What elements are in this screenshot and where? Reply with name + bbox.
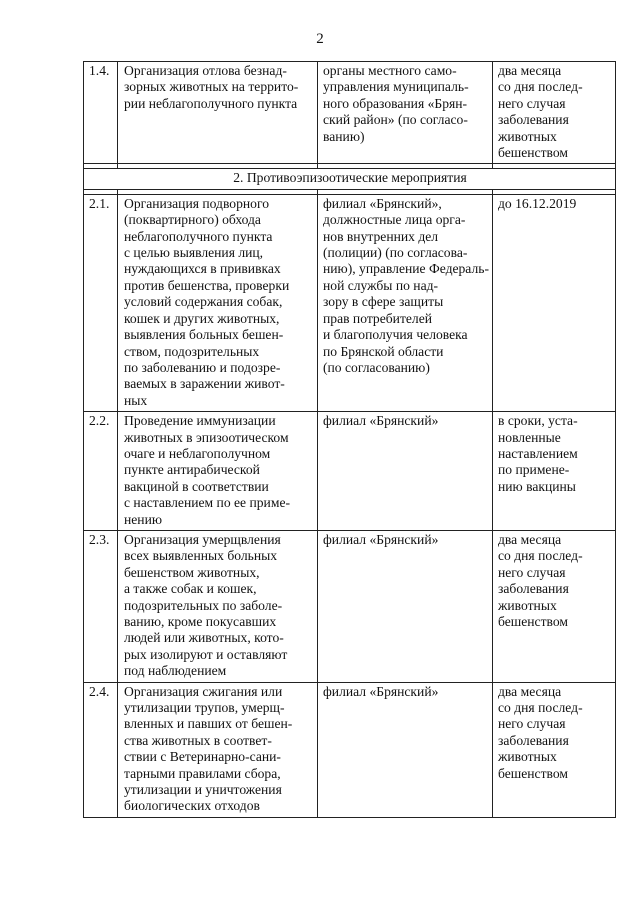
- executor-cell: [318, 682, 493, 817]
- row-number: 2.4.: [84, 682, 118, 817]
- text-line: Организация умерщвления: [124, 531, 281, 547]
- text-line: (по согласованию): [323, 359, 430, 375]
- text-line: со дня послед-: [498, 79, 583, 95]
- text-line: нию), управление Федераль-: [323, 261, 489, 277]
- text-line: до 16.12.2019: [498, 195, 577, 211]
- text-line: вленных и павших от бешен-: [124, 716, 293, 732]
- text-line: два месяца: [498, 531, 562, 547]
- deadline-cell: [493, 194, 616, 411]
- text-line: наставлением: [498, 445, 578, 461]
- section-title: 2. Противоэпизоотические мероприятия: [84, 169, 616, 189]
- text-line: ваемых в заражении живот-: [124, 376, 285, 392]
- text-line: а также собак и кошек,: [124, 581, 257, 597]
- text-line: со дня послед-: [498, 548, 583, 564]
- text-line: рых изолируют и оставляют: [124, 646, 288, 662]
- text-line: бешенством: [498, 145, 568, 161]
- text-line: заболевания: [498, 732, 569, 748]
- text-line: ванию, кроме покусавших: [124, 614, 277, 629]
- text-line: бешенством: [498, 765, 568, 781]
- text-line: него случая: [498, 95, 566, 111]
- text-line: нуждающихся в прививках: [124, 261, 281, 277]
- text-line: (полиции) (по согласова-: [323, 245, 468, 261]
- text-line: новленные: [498, 429, 561, 445]
- deadline-cell: [493, 530, 616, 682]
- text-line: зорных животных на террито-: [124, 79, 299, 95]
- text-line: выявления больных бешен-: [124, 327, 284, 343]
- text-line: ного образования «Брян-: [323, 95, 468, 111]
- text-line: зору в сфере защиты: [323, 294, 444, 310]
- text-line: Организация подворного: [124, 195, 269, 211]
- text-line: всех выявленных больных: [124, 548, 278, 564]
- text-line: ванию): [323, 128, 365, 144]
- table-row: [84, 194, 616, 411]
- text-line: должностные лица орга-: [323, 212, 466, 228]
- text-line: ных: [124, 392, 148, 408]
- deadline-cell: [493, 682, 616, 817]
- text-line: (поквартирного) обхода: [124, 212, 261, 228]
- text-line: филиал «Брянский»: [323, 531, 439, 547]
- text-line: и благополучия человека: [323, 327, 468, 343]
- text-line: заболевания: [498, 581, 569, 597]
- text-line: пункте антирабической: [124, 462, 260, 478]
- text-line: против бешенства, проверки: [124, 277, 290, 293]
- row-number: 2.3.: [84, 530, 118, 682]
- text-line: нению: [124, 511, 163, 527]
- table-row: [84, 682, 616, 817]
- text-line: него случая: [498, 564, 566, 580]
- table-row: [84, 62, 616, 164]
- text-line: людей или животных, кото-: [124, 630, 284, 646]
- page-number: 2: [316, 31, 324, 47]
- text-line: бешенством: [498, 614, 568, 629]
- deadline-cell: [493, 412, 616, 531]
- text-line: со дня послед-: [498, 700, 583, 716]
- executor-cell: [318, 530, 493, 682]
- text-line: с целью выявления лиц,: [124, 245, 264, 261]
- deadline-cell: [493, 62, 616, 164]
- text-line: в сроки, уста-: [498, 413, 578, 429]
- text-line: филиал «Брянский»,: [323, 195, 442, 211]
- action-cell: [118, 682, 318, 817]
- text-line: управления муниципаль-: [323, 79, 469, 95]
- text-line: по примене-: [498, 462, 570, 478]
- text-line: ства животных в соответ-: [124, 732, 272, 748]
- action-cell: [118, 530, 318, 682]
- row-number: 2.1.: [84, 194, 118, 411]
- text-line: подозрительных по заболе-: [124, 597, 283, 613]
- text-line: органы местного само-: [323, 63, 457, 78]
- action-cell: [118, 62, 318, 164]
- text-line: прав потребителей: [323, 310, 433, 326]
- measures-table: [83, 61, 616, 818]
- text-line: Организация отлова безнад-: [124, 63, 287, 78]
- text-line: очаге и неблагополучном: [124, 445, 271, 461]
- table-row: [84, 412, 616, 531]
- text-line: животных: [498, 749, 557, 765]
- text-line: рии неблагополучного пункта: [124, 95, 298, 111]
- text-line: по Брянской области: [323, 343, 444, 359]
- text-line: животных: [498, 128, 557, 144]
- text-line: неблагополучного пункта: [124, 228, 273, 244]
- row-number: 2.2.: [84, 412, 118, 531]
- text-line: с наставлением по ее приме-: [124, 495, 290, 511]
- text-line: ством, подозрительных: [124, 343, 260, 359]
- text-line: ский район» (по согласо-: [323, 112, 468, 128]
- text-line: нов внутренних дел: [323, 228, 439, 244]
- action-cell: [118, 194, 318, 411]
- text-line: кошек и других животных,: [124, 310, 280, 326]
- section-header-row: [84, 169, 616, 189]
- text-line: условий содержания собак,: [124, 294, 283, 310]
- text-line: вакциной в соответствии: [124, 478, 269, 494]
- text-line: под наблюдением: [124, 663, 227, 679]
- text-line: бешенством животных,: [124, 564, 260, 580]
- text-line: животных в эпизоотическом: [124, 429, 289, 445]
- executor-cell: [318, 412, 493, 531]
- text-line: филиал «Брянский»: [323, 683, 439, 699]
- text-line: два месяца: [498, 683, 562, 699]
- text-line: ной службы по над-: [323, 277, 439, 293]
- text-line: животных: [498, 597, 557, 613]
- row-number: 1.4.: [84, 62, 118, 164]
- executor-cell: [318, 194, 493, 411]
- text-line: утилизации трупов, умерщ-: [124, 700, 285, 716]
- text-line: утилизации и уничтожения: [124, 782, 282, 798]
- text-line: нию вакцины: [498, 478, 576, 494]
- text-line: два месяца: [498, 63, 562, 78]
- text-line: заболевания: [498, 112, 569, 128]
- text-line: ствии с Ветеринарно-сани-: [124, 749, 281, 765]
- table-row: [84, 530, 616, 682]
- text-line: по заболеванию и подозре-: [124, 359, 281, 375]
- text-line: филиал «Брянский»: [323, 413, 439, 429]
- text-line: тарными правилами сбора,: [124, 765, 281, 781]
- text-line: Организация сжигания или: [124, 683, 283, 699]
- action-cell: [118, 412, 318, 531]
- text-line: него случая: [498, 716, 566, 732]
- executor-cell: [318, 62, 493, 164]
- text-line: Проведение иммунизации: [124, 413, 276, 429]
- text-line: биологических отходов: [124, 798, 260, 814]
